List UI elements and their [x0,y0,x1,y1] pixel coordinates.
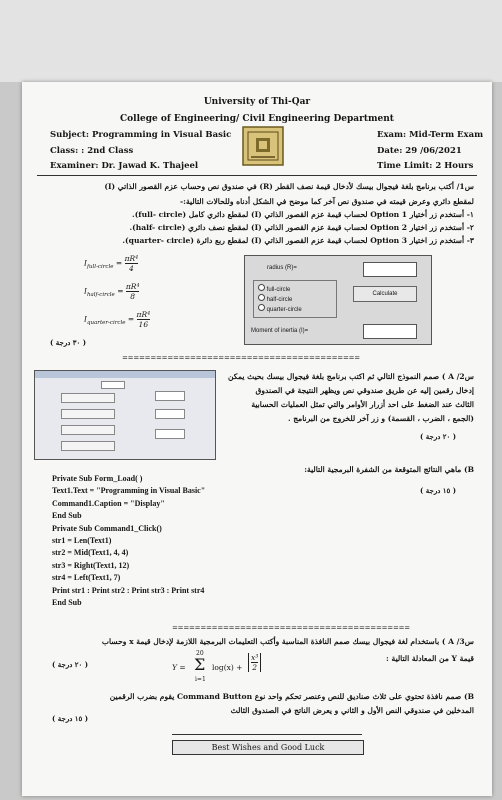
radius-label: radius (R)= [267,265,297,271]
examiner: Examiner: Dr. Jawad K. Thajeel [50,161,199,171]
option-full[interactable]: full-circle [258,284,290,293]
code-line: Private Sub Command1_Click() [52,523,162,533]
q2b-line: B) ماهي النتائج المتوقعة من الشفرة البرمجية التالية: [304,465,474,474]
subject: Subject: Programming in Visual Basic [50,130,232,140]
radius-textbox[interactable] [363,262,417,277]
q1-title: س1/ أكتب برنامج بلغة فيجوال بيسك لأدخال قيمة نصف القطر (R) في صندوق نص وحساب عزم القصور الذاتي (I) [104,182,474,191]
q2a-line3: الثالث عند الضغط على احد أزرار الأوامر والتي تمثل العمليات الحسابية [251,400,474,409]
university-name: University of Thi-Qar [203,97,311,107]
q2a-line1: س2/ A ) صمم النموذج التالي ثم اكتب برنامج بلغة فيجوال بيسك بحيث يمكن [228,372,474,381]
code-line: str1 = Len(Text1) [52,536,112,546]
form-textbox-1 [155,391,185,401]
q3a-line2: قيمة Y من المعادلة التالية : [386,654,474,663]
form-textbox-2 [155,409,185,419]
q2a-line4: (الجمع ، الضرب ، القسمة) و زر آخر للخروج من البرنامج . [287,414,474,423]
formula-half: $I_{half-circle}$ = $\frac{\text{πR⁴}}{8}$ [84,282,140,301]
form-button-2 [61,409,115,419]
q2b-marks: ( ١٥ درجة ) [420,486,457,495]
q2-form-picture [34,370,216,460]
header-divider [37,175,477,176]
option-quarter[interactable]: quarter-circle [258,304,302,313]
code-line: Command1.Caption = "Display" [52,498,165,508]
code-line: End Sub [52,598,82,608]
q1-case3: ٣- أستخدم زر اختيار Option 3 لحساب قيمة عزم القصور الذاتي (I) لمقطع ربع دائرة (quarter- circle). [122,236,474,245]
code-line: str4 = Left(Text1, 7) [52,573,121,583]
form-label-box [101,381,125,389]
q1-case2: ٢- أستخدم زر اختيار Option 2 لحساب قيمة عزم القصور الذاتي (I) لمقطع نصف دائري (half- circle). [129,223,474,232]
form-titlebar [35,371,215,378]
separator-1: ========================================== [122,354,360,362]
time-limit: Time Limit: 2 Hours [377,161,474,171]
q3b-marks: ( ١٥ درجة ) [52,714,89,723]
code-line: Private Sub Form_Load( ) [52,474,143,483]
exam-sheet: University of Thi-Qar College of Engineering/ Civil Engineering Department Subject: Programming in Visual Basic Class: : 2nd Class Examiner: Dr. Jawad K. Thajeel Exam: Mid-Term Exam Date: 29 /06/2021 Time Limit: 2 Hours س1/ أكتب برنامج بلغة فيجوال بيسك لأدخال قيمة نصف القطر (R) في صندوق نص وحساب عزم القصور الذاتي (I) لمقطع دائري وعرض قيمته في صندوق نص آخر كما موضح في الشكل أدناه وللحالات التالية:- ١- أستخدم زر أختيار Option 1 لحساب قيمة عزم القصور الذاتي (I) لمقطع دائري كامل (full- circle). ٢- أستخدم زر اختيار Option 2 لحساب قيمة عزم القصور الذاتي (I) لمقطع نصف دائري (half- circle). ٣- أستخدم زر اختيار Option 3 لحساب قيمة عزم القصور الذاتي (I) لمقطع ربع دائرة (quarter- circle). $I_{full-circle}$ = $\frac{\text{πR⁴}}{4}$ $I_{half-circle}$ = $\frac{\text{πR⁴}}{8}$ $I_{quarter-circle}$ = $\frac{\text{πR⁴}}{16}$ radius (R)= full-circle half-circle quarter-circle Calculate Moment of inertia (I)= ( ٣٠ درجة ) ========================================== س2/ A ) صمم النموذج التالي ثم اكتب برنامج بلغة فيجوال بيسك بحيث يمكن إدخال رقمين إليه عن طريق صندوقي نص ويظهر النتيجة في الصندوق الثالث عند الضغط على احد أزرار الأوامر والتي تمثل العمليات الحسابية (الجمع ، الضرب ، القسمة) و زر آخر للخروج من البرنامج . ( ٢٠ درجة ) B) ماهي النتائج المتوقعة من الشفرة البرمجية التالية: ( ١٥ درجة ) Private Sub Form_Load( ) Text1.Text = "Programming in Visual Basic" Command1.Caption = "Display" End Sub Private Sub Command1_Click() str1 = Len(Text1) str2 = Mid(Text1, 4, 4) str3 = Right(Text1, 12) str4 = Left(Text1, 7) Print str1 : Print str2 : Print str3 : Print str4 End Sub ========================================== س3/ A ) باستخدام لغة فيجوال بيسك صمم النافذة المناسبة وأكتب التعليمات البرمجية اللازمة لإدخال قيمة x وحساب قيمة Y من المعادلة التالية : ( ٢٠ درجة ) Y = 20 Σ i=1 log(x) + $\frac{\text{x³}}{2}$ B) صمم نافذة تحتوي على ثلاث صناديق للنص وعنصر تحكم واحد نوع Command Button يقوم بضرب الرقمين المدخلين في صندوقي النص الأول و الثاني و يعرض الناتج في الصندوق الثالث ( ١٥ درجة ) Best Wishes and Good Luck [22,82,492,796]
code-line: Print str1 : Print str2 : Print str3 : Print str4 [52,585,205,595]
code-block [52,473,205,609]
moment-textbox[interactable] [363,324,417,339]
form-button-4 [61,441,115,451]
radio-icon [258,294,265,301]
photo-background-top [0,0,502,82]
footer-greeting: Best Wishes and Good Luck [172,740,364,755]
exam-date: Date: 29 /06/2021 [377,146,462,156]
college-name: College of Engineering/ Civil Engineering Department [120,114,394,124]
q3b-line1: B) صمم نافذة تحتوي على ثلاث صناديق للنص وعنصر تحكم واحد نوع Command Button يقوم بضرب الرقمين [109,692,474,701]
radio-icon [258,304,265,311]
separator-2: ========================================== [172,624,410,632]
calculate-button[interactable]: Calculate [353,286,417,302]
form-textbox-3 [155,429,185,439]
q2a-line2: إدخال رقمين إليه عن طريق صندوقي نص ويظهر النتيجة في الصندوق [255,386,474,395]
form-button-3 [61,425,115,435]
university-logo [242,126,284,166]
q3b-line2: المدخلين في صندوقي النص الأول و الثاني و يعرض الناتج في الصندوق الثالث [230,706,474,715]
options-frame [253,280,337,318]
q1-form-window [244,255,432,345]
radio-icon [258,284,265,291]
formula-quarter: $I_{quarter-circle}$ = $\frac{\text{πR⁴}}{16}$ [84,310,151,329]
code-line: str3 = Right(Text1, 12) [52,560,130,570]
footer-rule [172,734,362,735]
q3a-line1: س3/ A ) باستخدام لغة فيجوال بيسك صمم النافذة المناسبة وأكتب التعليمات البرمجية اللازمة لإدخال قيمة x وحساب [101,637,474,646]
option-half[interactable]: half-circle [258,294,292,303]
exam-type: Exam: Mid-Term Exam [377,130,484,140]
q2a-marks: ( ٢٠ درجة ) [420,432,457,441]
code-line: Text1.Text = "Programming in Visual Basic" [52,486,206,496]
sigma-symbol: Σ [194,655,206,674]
code-line: End Sub [52,511,82,521]
q1-line2: لمقطع دائري وعرض قيمته في صندوق نص آخر كما موضح في الشكل أدناه وللحالات التالية:- [180,197,474,206]
q1-case1: ١- أستخدم زر أختيار Option 1 لحساب قيمة عزم القصور الذاتي (I) لمقطع دائري كامل (full- circle). [132,210,474,219]
form-button-1 [61,393,115,403]
q3a-marks: ( ٢٠ درجة ) [52,660,89,669]
moment-label: Moment of inertia (I)= [251,328,309,334]
formula-full: $I_{full-circle}$ = $\frac{\text{πR⁴}}{4}$ [84,254,139,273]
code-line: str2 = Mid(Text1, 4, 4) [52,548,129,558]
class: Class: : 2nd Class [50,146,134,156]
q1-marks: ( ٣٠ درجة ) [50,338,87,347]
